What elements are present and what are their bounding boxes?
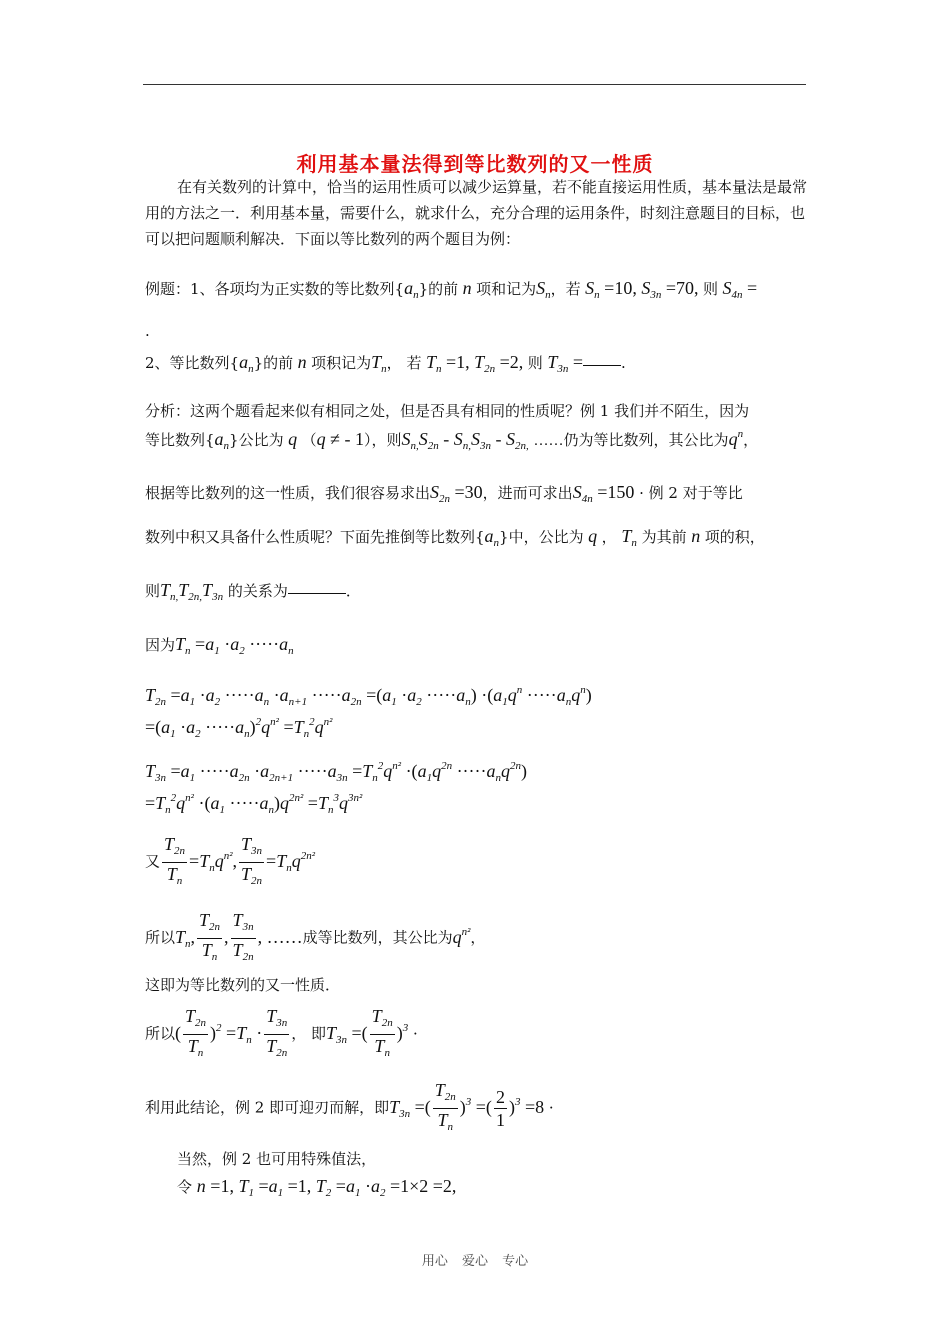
page-title: 利用基本量法得到等比数列的又一性质 bbox=[296, 152, 654, 176]
let-line: 令 n =1, $T_1 =a_1 =1$, $T_2 =a_1 \cdot a_2 =1\times 2 =2$, bbox=[177, 1176, 457, 1199]
use-line: 利用此结论，例 2 即可迎刃而解，即$T_{3n}$ =( $\frac{T_{2n}}{T_n}$ )$^3$ =( $\frac{2}{1}$ )$^3$ =8 · bbox=[145, 1080, 554, 1133]
ex2-text-3: 项积记为 bbox=[311, 354, 372, 372]
ex1-text-1: 例题：1、各项均为正实数的等比数列{ bbox=[145, 280, 405, 298]
ex1-text-2: }的前 bbox=[418, 280, 459, 298]
ex1-text-5: 则 bbox=[702, 280, 718, 298]
ex2-text-1: 2、等比数列{ bbox=[145, 354, 240, 372]
because-line: 因为$T_n =a_1 \cdot a_2 \cdot\cdot\cdot\cdot\cdot a_n$ bbox=[145, 634, 294, 657]
so-line-1: 所以$T_n$, $\frac{T_{2n}}{T_n}$ , $\frac{T_{3n}}{T_{2n}}$ , ……成等比数列，其公比为$q^{n^2}$， bbox=[145, 910, 486, 963]
analysis-line-2: 等比数列$\{a_n\}$公比为 q （q ≠ - 1），则$S_{n,}S_{2n} - S_{n,}S_{3n} - S_{2n,}$ ……仍为等比数列，其公比为$q^n$， bbox=[145, 428, 759, 452]
analysis-line-3: 根据等比数列的这一性质，我们很容易求出$S_{2n} =30$，进而可求出$S_{4n} =150$ · 例 2 对于等比 bbox=[145, 482, 743, 505]
ex2-text-2: }的前 bbox=[253, 354, 294, 372]
formula-t3n-2: $=T_n^2q^{n^2} \cdot(a_1 \cdot\cdot\cdot\cdot\cdot a_n)q^{2n^2} =T_n^3q^{3n^2}$ bbox=[145, 792, 363, 816]
also-line: 又 $\frac{T_{2n}}{T_n}$ $=T_nq^{n^2}$, $\frac{T_{3n}}{T_{2n}}$ $=T_nq^{2n^2}$ bbox=[145, 834, 316, 887]
formula-t3n-1: $T_{3n} =a_1 \cdot\cdot\cdot\cdot\cdot a_{2n} \cdot a_{2n+1} \cdot\cdot\cdot\cdot\cdot a_{3n} =T_n^2q^{n^2} \cdot(a_1q^{2n} \cdot\cdot\cdot\cdot\cdot a_nq^{2n})$ bbox=[145, 760, 528, 784]
page-footer: 用心 爱心 专心 bbox=[421, 1254, 529, 1269]
property-line: 这即为等比数列的又一性质． bbox=[145, 976, 341, 994]
example-1: 例题：1、各项均为正实数的等比数列$\{a_n\}$的前 n 项和记为$S_n$，若 $S_n =10$, $S_{3n} =70$, 则 $S_{4n}$ = bbox=[145, 278, 758, 301]
ex1-dot: . bbox=[145, 322, 150, 340]
example-2: 2、等比数列$\{a_n\}$的前 n 项积记为$T_n$， 若 $T_n =1$, $T_{2n} =2$, 则 $T_{3n}$ = . bbox=[145, 352, 626, 375]
ex2-text-4: ， 若 bbox=[386, 354, 422, 372]
analysis-line-1: 分析：这两个题看起来似有相同之处，但是否具有相同的性质呢？例 1 我们并不陌生，因为 bbox=[145, 402, 750, 420]
formula-t2n-1: $T_{2n} =a_1 \cdot a_2 \cdot\cdot\cdot\cdot\cdot a_n \cdot a_{n+1} \cdot\cdot\cdot\cdot\cdot a_{2n} =(a_1 \cdot a_2 \cdot\cdot\cdot\cdot\cdot a_n) \cdot(a_1q^n \cdot\cdot\cdot\cdot\cdot a_nq^n)$ bbox=[145, 684, 592, 708]
course-line: 当然，例 2 也可用特殊值法， bbox=[177, 1150, 377, 1168]
ex1-text-3: 项和记为 bbox=[476, 280, 537, 298]
ex2-text-5: 则 bbox=[527, 354, 543, 372]
analysis-line-5: 则$T_{n,}T_{2n,}T_{3n}$ 的关系为 ． bbox=[145, 580, 361, 603]
so-line-2: 所以( $\frac{T_{2n}}{T_n}$ )$^2 =T_n$ · $\frac{T_{3n}}{T_{2n}}$ ， 即$T_{3n}$ =( $\frac{T_{2n}}{T_n}$ )$^3$ · bbox=[145, 1006, 418, 1059]
header-rule bbox=[143, 84, 806, 85]
ex1-text-4: ，若 bbox=[550, 280, 581, 298]
intro-paragraph: 在有关数列的计算中，恰当的运用性质可以减少运算量，若不能直接运用性质，基本量法是最常用的方法之一．利用基本量，需要什么，就求什么，充分合理的运用条件，时刻注意题目的目标，也可以把问题顺利解决．下面以等比数列的两个题目为例： bbox=[145, 178, 808, 248]
formula-t2n-2: $=(a_1 \cdot a_2 \cdot\cdot\cdot\cdot\cdot a_n)^2q^{n^2} =T_n^2q^{n^2}$ bbox=[145, 716, 333, 740]
analysis-line-4: 数列中积又具备什么性质呢？下面先推倒等比数列$\{a_n\}$中，公比为 q ， $T_n$ 为其前 n 项的积， bbox=[145, 526, 765, 549]
